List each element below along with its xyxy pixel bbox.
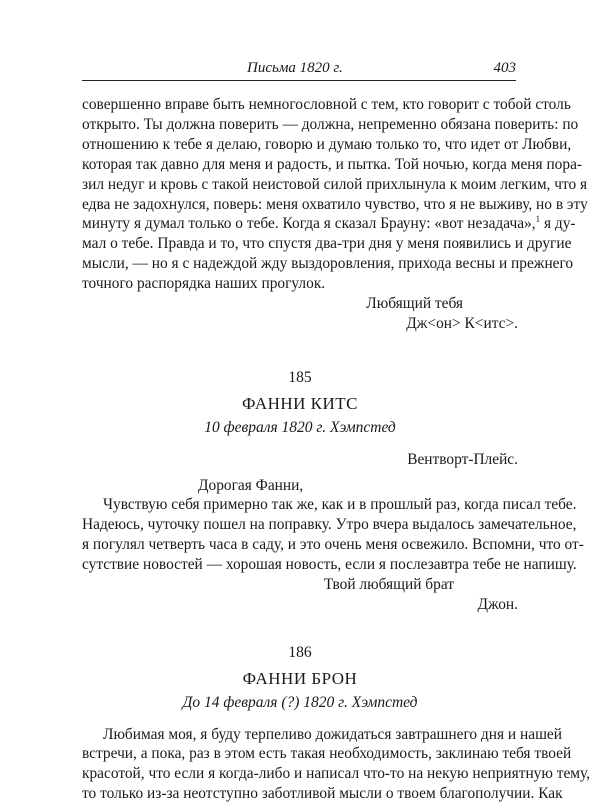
text-segment: я ду- bbox=[540, 215, 576, 233]
text-line: отношению к тебе я делаю, говорю и думаю только то, что идет от Любви, bbox=[82, 135, 572, 153]
text-line: то только из-за неотступно заботливой мысли о твоем благополучии. Как bbox=[82, 785, 563, 803]
text-line: Любимая моя, я буду терпеливо дожидаться завтрашнего дня и нашей bbox=[103, 725, 562, 743]
text-line: едва не задохнулся, поверь: меня охватило чувство, что я не выживу, но в эту bbox=[82, 195, 588, 213]
letter-185-title: ФАННИ КИТС bbox=[241, 393, 359, 413]
letter-186-dateline: До 14 февраля (?) 1820 г. Хэмпстед bbox=[182, 693, 418, 711]
text-line: совершенно вправе быть немногословной с тем, кто говорит с тобой столь bbox=[82, 96, 571, 113]
text-line: красотой, что если я когда-либо и написал что-то на некую неприятную тему, bbox=[82, 765, 591, 783]
letter-186-title: ФАННИ БРОН bbox=[242, 668, 358, 688]
text-line: открыто. Ты должна поверить — должна, непременно обязана поверить: по bbox=[82, 115, 579, 133]
footnote-mark[interactable]: 1 bbox=[535, 214, 541, 225]
letter-184-closing: Любящий тебя bbox=[366, 295, 463, 313]
text-segment: минуту я думал только о тебе. Когда я сказал Брауну: «вот незадача», bbox=[82, 215, 536, 233]
running-title: Письма 1820 г. bbox=[247, 60, 343, 76]
letter-184-signature: Дж<он> К<итс>. bbox=[406, 314, 518, 332]
letter-186-paragraph bbox=[82, 725, 591, 804]
text-line: сутствие новостей — хорошая новость, если я послезавтра тебе не напишу. bbox=[82, 556, 577, 574]
text-line-with-footnote bbox=[82, 214, 576, 234]
letter-185-address: Вентворт-Плейс. bbox=[407, 450, 518, 468]
page-number: 403 bbox=[493, 60, 516, 76]
text-line: я погулял четверть часа в саду, и это очень меня освежило. Вспомни, что от- bbox=[82, 536, 584, 554]
text-line: Надеюсь, чуточку пошел на поправку. Утро вчера выдалось замечательное, bbox=[82, 516, 577, 534]
text-line: которая так давно для меня и радость, и пытка. Той ночью, когда меня пора- bbox=[82, 155, 583, 173]
page-body bbox=[82, 95, 591, 804]
letter-185-paragraph bbox=[82, 495, 584, 575]
letter-185-dateline: 10 февраля 1820 г. Хэмпстед bbox=[204, 418, 396, 436]
text-line: Чувствую себя примерно так же, как и в прошлый раз, когда писал тебе. bbox=[103, 496, 577, 514]
text-line: встречи, а пока, раз в этом есть такая необходимость, заклинаю тебя твоей bbox=[82, 745, 572, 763]
running-header bbox=[82, 58, 516, 81]
letter-185-closing: Твой любящий брат bbox=[323, 576, 454, 594]
text-line: точного распорядка наших прогулок. bbox=[82, 275, 326, 293]
letter-185-signature: Джон. bbox=[477, 595, 518, 613]
text-line: мысли, — но я с надеждой жду выздоровления, прихода весны и прежнего bbox=[82, 255, 574, 273]
text-line: зил недуг и кровь с такой неистовой силой прихлынула к моим легким, что я bbox=[82, 175, 588, 193]
text-line: мал о тебе. Правда и то, что спустя два-три дня у меня появились и другие bbox=[82, 235, 572, 253]
letter-185-number: 185 bbox=[288, 368, 312, 386]
letter-184-paragraph bbox=[82, 95, 588, 294]
letter-186-number: 186 bbox=[288, 643, 312, 661]
letter-185-salutation: Дорогая Фанни, bbox=[198, 476, 304, 494]
